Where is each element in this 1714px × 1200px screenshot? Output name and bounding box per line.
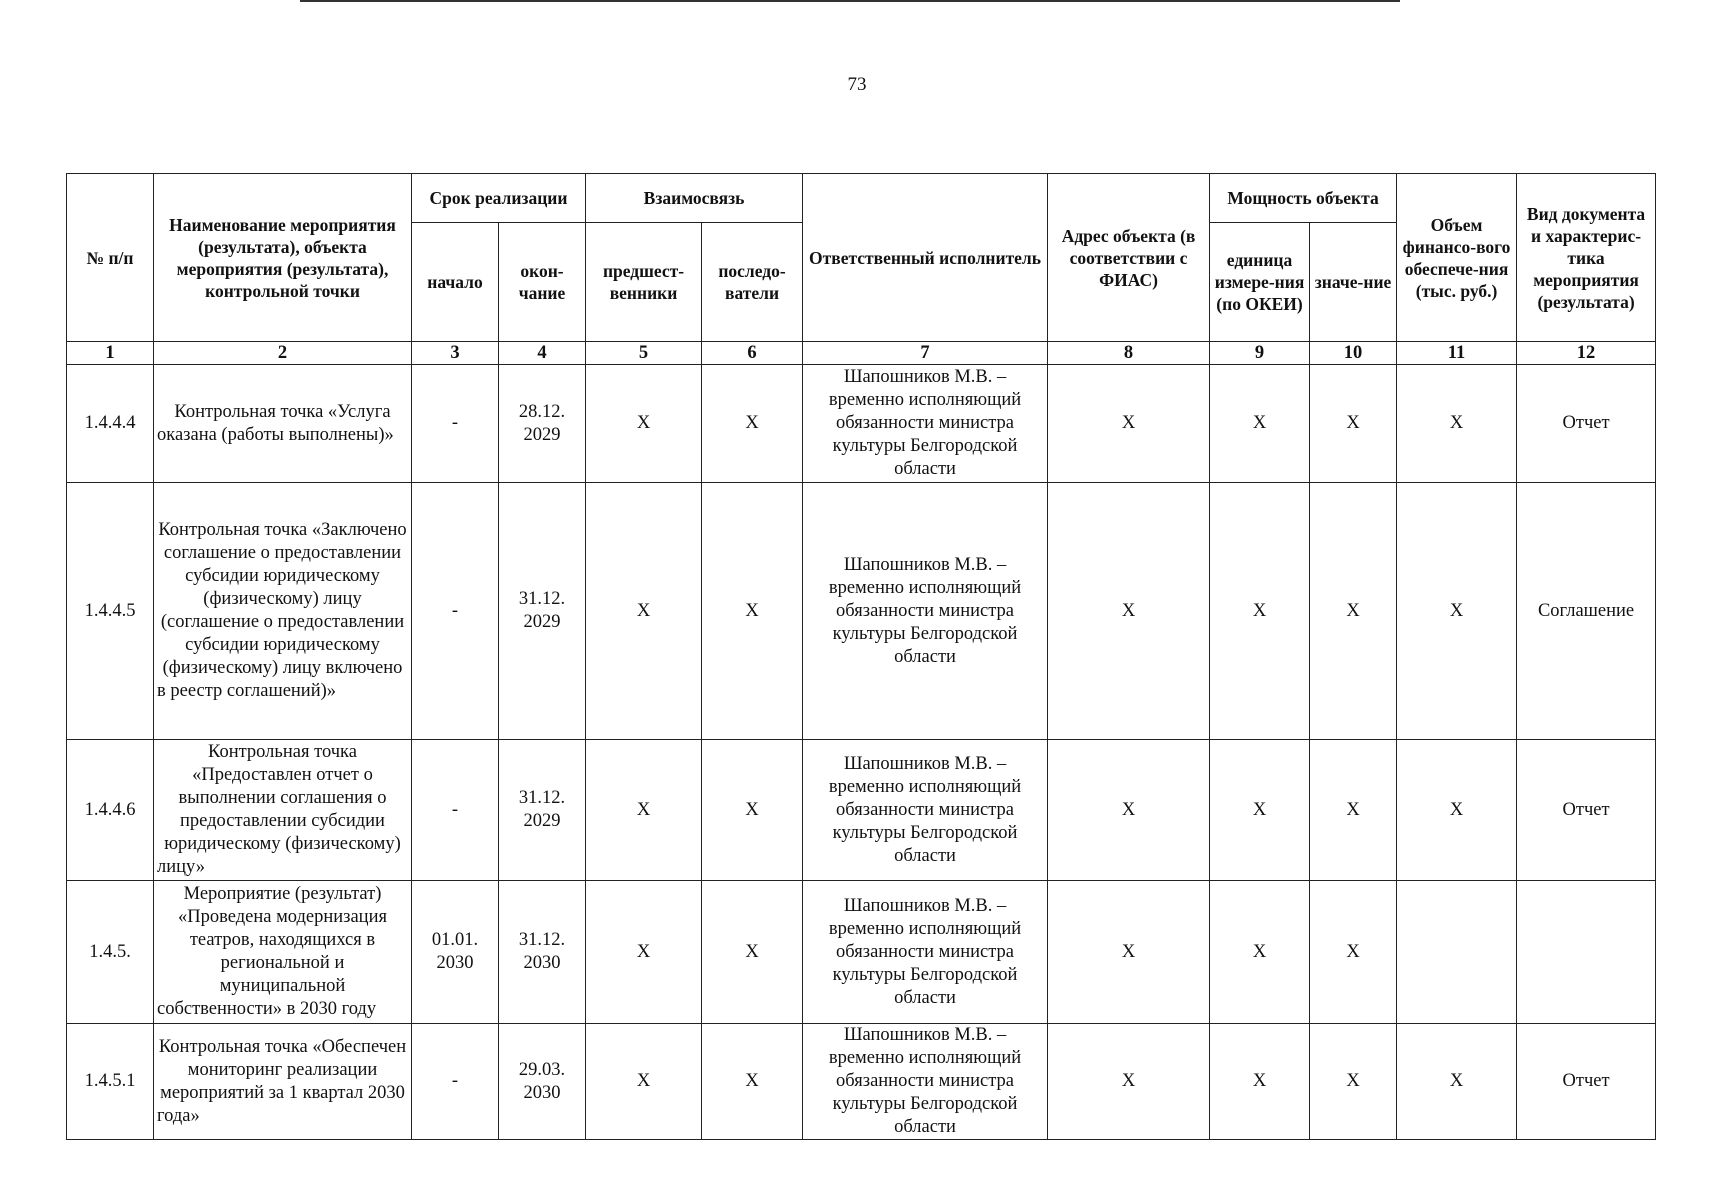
- row-predecessors: Х: [586, 881, 702, 1024]
- column-number: 11: [1397, 342, 1517, 365]
- row-funding: Х: [1397, 483, 1517, 740]
- row-doc-type: Отчет: [1517, 740, 1656, 881]
- row-address: Х: [1048, 1024, 1210, 1140]
- column-number: 8: [1048, 342, 1210, 365]
- row-successors: Х: [702, 365, 803, 483]
- row-unit: Х: [1210, 365, 1310, 483]
- row-unit: Х: [1210, 881, 1310, 1024]
- row-predecessors: Х: [586, 483, 702, 740]
- header-unit: единица измере-ния (по ОКЕИ): [1210, 223, 1310, 342]
- row-name: Контрольная точка «Предоставлен отчет о выполнении соглашения о предоставлении субсидии юридическому (физическому) лицу»: [154, 740, 412, 881]
- header-name: Наименование мероприятия (результата), объекта мероприятия (результата), контрольной точки: [154, 174, 412, 342]
- column-number: 7: [803, 342, 1048, 365]
- row-successors: Х: [702, 483, 803, 740]
- column-number: 1: [67, 342, 154, 365]
- table-row: [67, 365, 1656, 483]
- row-value: Х: [1310, 740, 1397, 881]
- row-num: 1.4.4.4: [67, 365, 154, 483]
- header-capacity: Мощность объекта: [1210, 174, 1397, 223]
- header-successors: последо-ватели: [702, 223, 803, 342]
- column-number: 10: [1310, 342, 1397, 365]
- row-start: -: [412, 365, 499, 483]
- row-name: Контрольная точка «Заключено соглашение о предоставлении субсидии юридическому (физическому) лицу (соглашение о предоставлении субсидии юридическому (физическому) лицу включено в реестр соглашений)»: [154, 483, 412, 740]
- column-number: 12: [1517, 342, 1656, 365]
- column-numbers-row: [67, 342, 1656, 365]
- row-executor: Шапошников М.В. – временно исполняющий обязанности министра культуры Белгородской области: [803, 483, 1048, 740]
- row-num: 1.4.4.5: [67, 483, 154, 740]
- header-funding: Объем финансо-вого обеспече-ния (тыс. руб.): [1397, 174, 1517, 342]
- row-num: 1.4.4.6: [67, 740, 154, 881]
- row-predecessors: Х: [586, 365, 702, 483]
- row-name: Мероприятие (результат) «Проведена модернизация театров, находящихся в региональной и муниципальной собственности» в 2030 году: [154, 881, 412, 1024]
- header-predecessors: предшест-венники: [586, 223, 702, 342]
- row-name: Контрольная точка «Услуга оказана (работы выполнены)»: [154, 365, 412, 483]
- row-value: Х: [1310, 483, 1397, 740]
- header-executor: Ответственный исполнитель: [803, 174, 1048, 342]
- row-funding: Х: [1397, 740, 1517, 881]
- row-num: 1.4.5.: [67, 881, 154, 1024]
- row-doc-type: Отчет: [1517, 1024, 1656, 1140]
- row-successors: Х: [702, 740, 803, 881]
- row-unit: Х: [1210, 740, 1310, 881]
- table-row: [67, 740, 1656, 881]
- row-predecessors: Х: [586, 740, 702, 881]
- row-start: 01.01. 2030: [412, 881, 499, 1024]
- row-start: -: [412, 740, 499, 881]
- header-end: окон-чание: [499, 223, 586, 342]
- header-num: № п/п: [67, 174, 154, 342]
- row-unit: Х: [1210, 483, 1310, 740]
- column-number: 9: [1210, 342, 1310, 365]
- row-executor: Шапошников М.В. – временно исполняющий обязанности министра культуры Белгородской области: [803, 740, 1048, 881]
- row-successors: Х: [702, 881, 803, 1024]
- row-end: 28.12. 2029: [499, 365, 586, 483]
- row-funding: Х: [1397, 1024, 1517, 1140]
- column-number: 5: [586, 342, 702, 365]
- column-number: 4: [499, 342, 586, 365]
- header-relation: Взаимосвязь: [586, 174, 803, 223]
- row-doc-type: Соглашение: [1517, 483, 1656, 740]
- table-row: [67, 1024, 1656, 1140]
- row-end: 31.12. 2029: [499, 740, 586, 881]
- row-end: 29.03. 2030: [499, 1024, 586, 1140]
- page-number: 73: [847, 74, 867, 95]
- row-value: Х: [1310, 881, 1397, 1024]
- row-funding: [1397, 881, 1517, 1024]
- row-end: 31.12. 2030: [499, 881, 586, 1024]
- row-address: Х: [1048, 740, 1210, 881]
- row-executor: Шапошников М.В. – временно исполняющий обязанности министра культуры Белгородской области: [803, 1024, 1048, 1140]
- plan-table: [66, 173, 1656, 1140]
- row-funding: Х: [1397, 365, 1517, 483]
- header-doc-type: Вид документа и характерис-тика мероприятия (результата): [1517, 174, 1656, 342]
- header-address: Адрес объекта (в соответствии с ФИАС): [1048, 174, 1210, 342]
- row-name: Контрольная точка «Обеспечен мониторинг реализации мероприятий за 1 квартал 2030 года»: [154, 1024, 412, 1140]
- table-row: [67, 483, 1656, 740]
- row-unit: Х: [1210, 1024, 1310, 1140]
- column-number: 3: [412, 342, 499, 365]
- row-doc-type: [1517, 881, 1656, 1024]
- row-address: Х: [1048, 483, 1210, 740]
- scan-edge-line: [300, 0, 1400, 2]
- row-executor: Шапошников М.В. – временно исполняющий обязанности министра культуры Белгородской области: [803, 365, 1048, 483]
- row-successors: Х: [702, 1024, 803, 1140]
- row-value: Х: [1310, 1024, 1397, 1140]
- column-number: 6: [702, 342, 803, 365]
- header-period: Срок реализации: [412, 174, 586, 223]
- row-start: -: [412, 483, 499, 740]
- column-number: 2: [154, 342, 412, 365]
- row-executor: Шапошников М.В. – временно исполняющий обязанности министра культуры Белгородской области: [803, 881, 1048, 1024]
- row-end: 31.12. 2029: [499, 483, 586, 740]
- row-doc-type: Отчет: [1517, 365, 1656, 483]
- row-num: 1.4.5.1: [67, 1024, 154, 1140]
- header-value: значе-ние: [1310, 223, 1397, 342]
- row-start: -: [412, 1024, 499, 1140]
- row-address: Х: [1048, 365, 1210, 483]
- header-start: начало: [412, 223, 499, 342]
- row-predecessors: Х: [586, 1024, 702, 1140]
- row-address: Х: [1048, 881, 1210, 1024]
- table-row: [67, 881, 1656, 1024]
- row-value: Х: [1310, 365, 1397, 483]
